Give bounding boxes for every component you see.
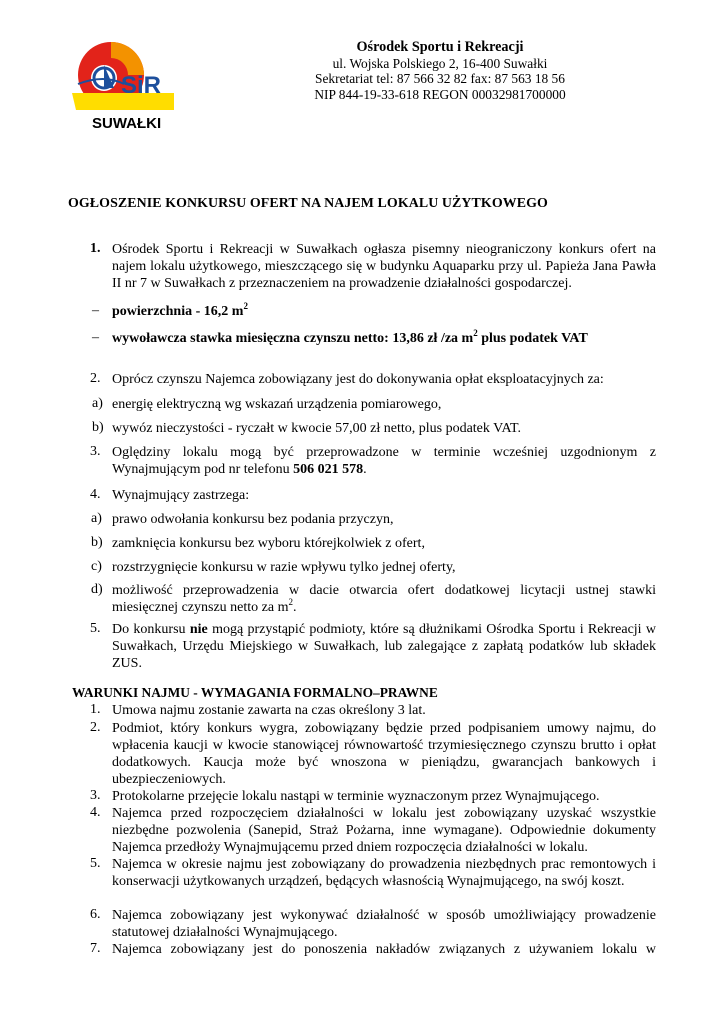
condition-7-number: 7. [90, 941, 101, 956]
rent-rate-line [112, 330, 588, 347]
list-marker-c: c) [91, 559, 102, 574]
osir-logo [66, 38, 184, 136]
inspection-phone: 506 021 578 [293, 462, 364, 477]
conditions-title: WARUNKI NAJMU - WYMAGANIA FORMALNO–PRAWNE [72, 685, 438, 700]
condition-2-text: Podmiot, który konkurs wygra, zobowiązany będzie przed podpisaniem umowy najmu, do wpłacenia kaucji w kwocie stanowiącej równowartość trzymiesięcznego czynszu brutto i opłat dodatkowych. Kaucja może być wnoszona w pieniądzu, gwarancjach bankowych i ubezpieczeniowych. [112, 721, 656, 787]
list-marker-b: b) [91, 535, 103, 550]
condition-3-number: 3. [90, 788, 101, 803]
org-nip-regon: NIP 844-19-33-618 REGON 00032981700000 [314, 86, 566, 102]
section-4-number: 4. [90, 487, 101, 502]
condition-7-text: Najemca zobowiązany jest do ponoszenia nakładów związanych z używaniem lokalu w [112, 942, 656, 957]
list-marker-b: b) [92, 420, 104, 435]
dash-marker: – [92, 303, 99, 318]
section-3-number: 3. [90, 444, 101, 459]
condition-1-text: Umowa najmu zostanie zawarta na czas określony 3 lat. [112, 703, 426, 718]
area-sup: 2 [243, 301, 248, 311]
section-4-d-body: możliwość przeprowadzenia w dacie otwarcia ofert dodatkowej licytacji ustnej stawki miesięcznej czynszu netto za m [112, 583, 656, 615]
list-marker-a: a) [92, 396, 103, 411]
section-4-d-sup: 2 [288, 597, 293, 607]
logo-city-text: SUWAŁKI [92, 115, 162, 132]
org-phone-fax: Sekretariat tel: 87 566 32 82 fax: 87 563 18 56 [315, 71, 565, 87]
dash-marker: – [92, 330, 99, 345]
condition-6-text: Najemca zobowiązany jest wykonywać działalność w sposób umożliwiający prowadzenie statutowej działalności Wynajmującego. [112, 908, 656, 940]
condition-5-text: Najemca w okresie najmu jest zobowiązany do prowadzenia niezbędnych prac remontowych i konserwacji użytkowanych urządzeń, będących własnością Wynajmującego, na swój koszt. [112, 857, 656, 889]
org-name: Ośrodek Sportu i Rekreacji [356, 39, 524, 55]
condition-4-text: Najemca przed rozpoczęciem działalności w lokalu jest zobowiązany uzyskać wszystkie niezbędne pozwolenia (Sanepid, Straż Pożarna, inne wymagane). Odpowiednie dokumenty Najemca przedłoży Wynajmującemu przed dniem rozpoczęcia działalności w lokalu. [112, 806, 656, 855]
condition-6-number: 6. [90, 907, 101, 922]
rent-rate-sup: 2 [473, 328, 478, 338]
list-marker-a: a) [91, 511, 102, 526]
org-header [270, 40, 610, 102]
area-text: powierzchnia - 16,2 m [112, 304, 244, 319]
section-5-nie: nie [189, 622, 208, 637]
section-3-lead: Oględziny lokalu mogą być przeprowadzone w terminie wcześniej uzgodnionym z Wynajmującym pod nr telefonu [112, 445, 656, 477]
area-line [112, 303, 248, 320]
section-5-lead: Do konkursu [112, 622, 190, 637]
section-4-a-text: prawo odwołania konkursu bez podania przyczyn, [112, 512, 394, 527]
section-2-text: Oprócz czynszu Najemca zobowiązany jest do dokonywania opłat eksploatacyjnych za: [112, 372, 604, 387]
section-2-b-text: wywóz nieczystości - ryczałt w kwocie 57,00 zł netto, plus podatek VAT. [112, 421, 522, 436]
section-5-number: 5. [90, 621, 101, 636]
section-1-number: 1. [90, 241, 101, 256]
condition-4-number: 4. [90, 805, 101, 820]
section-4-b-text: zamknięcia konkursu bez wyboru którejkolwiek z ofert, [112, 536, 425, 551]
condition-1-number: 1. [90, 702, 101, 717]
list-marker-d: d) [91, 582, 103, 597]
section-5-text [112, 621, 656, 672]
section-2-number: 2. [90, 371, 101, 386]
section-4-d-tail: . [292, 600, 297, 615]
logo-osir-text: SiR [121, 72, 162, 99]
page-title: OGŁOSZENIE KONKURSU OFERT NA NAJEM LOKALU UŻYTKOWEGO [68, 196, 548, 211]
condition-5-number: 5. [90, 856, 101, 871]
section-4-text: Wynajmujący zastrzega: [112, 488, 250, 503]
section-2-a-text: energię elektryczną wg wskazań urządzenia pomiarowego, [112, 397, 442, 412]
section-4-c-text: rozstrzygnięcie konkursu w razie wpływu tylko jednej oferty, [112, 560, 456, 575]
section-3-tail: . [363, 462, 367, 477]
section-1-text: Ośrodek Sportu i Rekreacji w Suwałkach ogłasza pisemny nieograniczony konkurs ofert na najem lokalu użytkowego, mieszczącego się w budynku Aquaparku przy ul. Papieża Jana Pawła II nr 7 w Suwałkach z przeznaczeniem na prowadzenie działalności gospodarczej. [112, 242, 656, 291]
section-3-text [112, 444, 656, 478]
condition-2-number: 2. [90, 720, 101, 735]
rent-rate-vat: plus podatek VAT [477, 331, 588, 346]
rent-rate-text: wywoławcza stawka miesięczna czynszu netto: 13,86 zł /za m [112, 331, 474, 346]
section-5-body: mogą przystąpić podmioty, które są dłużnikami Ośrodka Sportu i Rekreacji w Suwałkach, Urzędu Miejskiego w Suwałkach, lub zalegające z zapłatą podatków lub składek ZUS. [112, 622, 656, 671]
org-address: ul. Wojska Polskiego 2, 16-400 Suwałki [332, 55, 548, 71]
condition-3-text: Protokolarne przejęcie lokalu nastąpi w terminie wyznaczonym przez Wynajmującego. [112, 789, 600, 804]
section-4-d-text [112, 582, 656, 616]
